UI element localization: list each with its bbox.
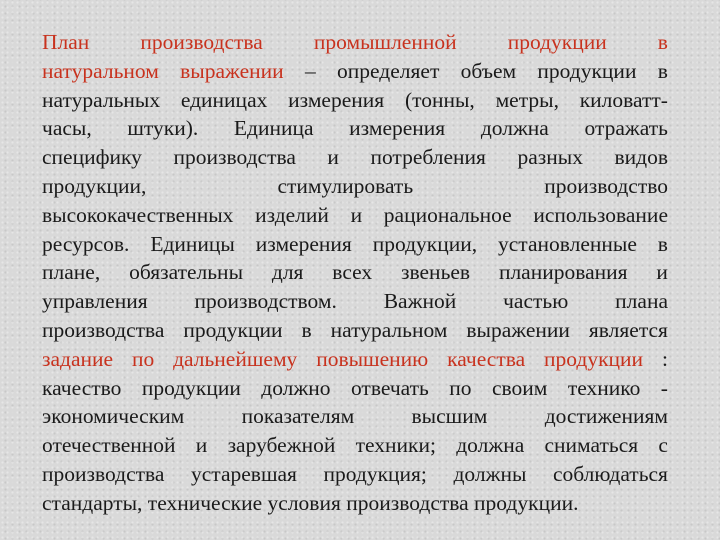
word: звеньев [401, 260, 471, 285]
word: производства [42, 461, 165, 486]
word: продукции [544, 346, 644, 371]
word: должны [453, 461, 527, 486]
word: должна [456, 433, 525, 458]
word: изделий [255, 202, 329, 227]
word: устаревшая [191, 461, 297, 486]
word: объем [460, 58, 517, 83]
word: с [658, 433, 668, 458]
word: метры, [495, 87, 559, 112]
text-line [42, 57, 668, 86]
word: продукции [141, 375, 241, 400]
word: в [657, 231, 668, 256]
word: (тонны, [404, 87, 475, 112]
word: продукции [183, 317, 283, 342]
word: выражении [466, 317, 570, 342]
text-line [42, 143, 668, 172]
word: высшим [411, 404, 488, 429]
word: видов [614, 145, 668, 170]
word: разных [517, 145, 583, 170]
word: условия [267, 490, 341, 515]
word: высококачественных [42, 202, 234, 227]
text-line [42, 28, 668, 57]
word: отечественной [42, 433, 176, 458]
word: и [656, 260, 668, 285]
word: своим [491, 375, 548, 400]
word: повышению [316, 346, 429, 371]
word: киловатт- [579, 87, 668, 112]
word: по [449, 375, 472, 400]
word: частью [503, 289, 569, 314]
word: ресурсов. [42, 231, 130, 256]
word: экономическим [42, 404, 185, 429]
word: планирования [498, 260, 628, 285]
text-line [42, 201, 668, 230]
word: зарубежной [227, 433, 336, 458]
word: измерения [288, 87, 385, 112]
word: и [195, 433, 208, 458]
word: технико [567, 375, 641, 400]
word: производством. [194, 289, 337, 314]
word: продукции, [372, 231, 478, 256]
word: продукции, [42, 173, 147, 198]
word: и [350, 202, 363, 227]
word: стимулировать [277, 173, 414, 198]
text-line [42, 172, 668, 201]
text-line [42, 287, 668, 316]
word: и [327, 145, 339, 170]
word: должна [480, 116, 549, 141]
word: в [301, 317, 312, 342]
word: измерения [349, 116, 446, 141]
word: производства [173, 145, 296, 170]
word: отражать [584, 116, 668, 141]
word: промышленной [313, 30, 457, 54]
text-line [42, 345, 668, 374]
word: соблюдаться [552, 461, 668, 486]
word: часы, [42, 116, 92, 141]
body-text [42, 28, 668, 518]
word: специфику [42, 145, 142, 170]
word: Важной [383, 289, 457, 314]
word: всех [332, 260, 373, 285]
text-line [42, 230, 668, 259]
word: штуки). [127, 116, 199, 141]
word: – [304, 58, 316, 83]
word: производства [42, 317, 165, 342]
word: в [657, 30, 668, 54]
word: для [271, 260, 304, 285]
text-line [42, 431, 668, 460]
word: продукция; [323, 461, 427, 486]
word: должно [261, 375, 331, 400]
word: качества [447, 346, 526, 371]
word: технические [147, 490, 263, 515]
word: определяет [337, 58, 440, 83]
word: плане, [42, 260, 101, 285]
word: продукции [507, 30, 607, 54]
word: План [42, 30, 90, 54]
word: показателям [241, 404, 355, 429]
word: измерения [255, 231, 352, 256]
word: обязательны [129, 260, 244, 285]
word: качество [42, 375, 122, 400]
text-line [42, 374, 668, 403]
word: Единица [233, 116, 314, 141]
word: продукции [537, 58, 637, 83]
word: : [661, 346, 668, 371]
word: техники; [355, 433, 436, 458]
word: - [660, 375, 668, 400]
word: выражении [180, 58, 284, 83]
text-line [42, 114, 668, 143]
word: производство [544, 173, 668, 198]
word: в [657, 58, 668, 83]
word: сниматься [544, 433, 639, 458]
text-line [42, 460, 668, 489]
word: стандарты, [42, 490, 143, 515]
word: установленные [498, 231, 637, 256]
word: единицах [180, 87, 268, 112]
word: достижениям [544, 404, 668, 429]
word: натуральном [330, 317, 448, 342]
word: натуральных [42, 87, 161, 112]
word: продукции. [474, 490, 579, 515]
word: управления [42, 289, 148, 314]
word: производства [140, 30, 263, 54]
text-line [42, 258, 668, 287]
text-line [42, 402, 668, 431]
word: Единицы [150, 231, 235, 256]
word: отвечать [350, 375, 429, 400]
word: дальнейшему [173, 346, 298, 371]
word: является [588, 317, 668, 342]
text-line [42, 316, 668, 345]
word: потребления [370, 145, 486, 170]
text-line [42, 86, 668, 115]
word: плана [615, 289, 668, 314]
word: производства [346, 490, 469, 515]
word: использование [533, 202, 668, 227]
word: рациональное [383, 202, 512, 227]
text-line [42, 489, 668, 518]
word: задание [42, 346, 114, 371]
word: натуральном [42, 58, 159, 83]
word: по [131, 346, 155, 371]
